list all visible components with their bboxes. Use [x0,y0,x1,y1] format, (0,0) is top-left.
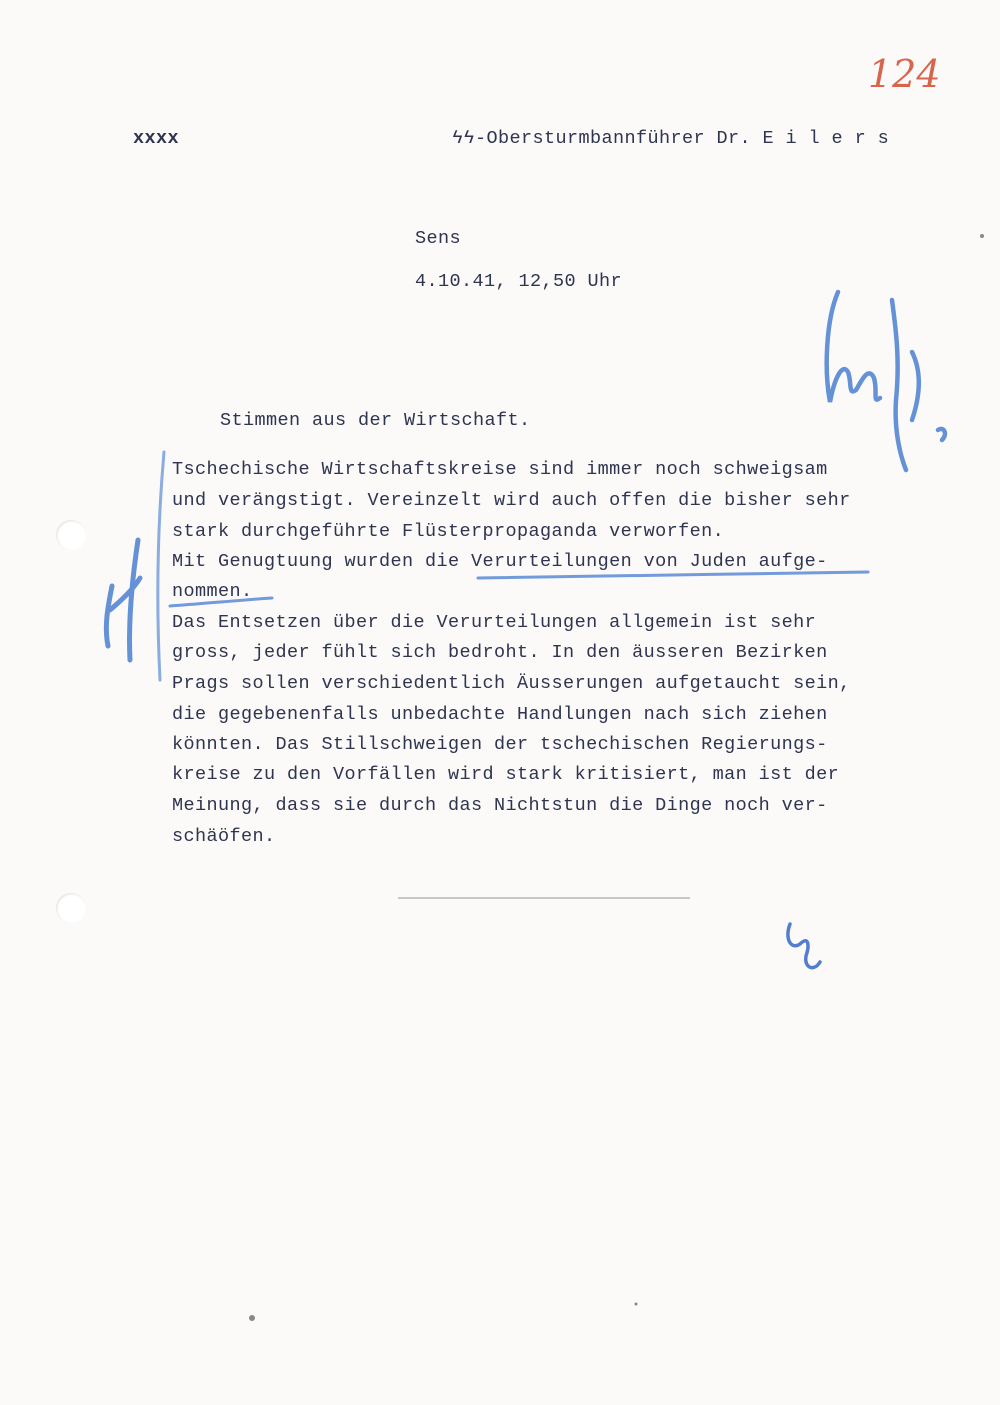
paper-speck [635,1303,638,1306]
body-line: schäöfen. [172,826,276,847]
margin-bracket-line [158,452,164,680]
body-line: Mit Genugtuung wurden die Verurteilungen von Juden aufge- [172,551,828,572]
body-line: stark durchgeführte Flüsterpropaganda verworfen. [172,521,725,542]
blue-paraph-mark [788,924,820,968]
body-line: die gegebenenfalls unbedachte Handlungen nach sich ziehen [172,704,828,725]
margin-handwritten-mark [106,540,140,660]
paper-speck [249,1315,255,1321]
report-heading: Stimmen aus der Wirtschaft. [220,410,531,431]
underline-nommen [170,598,272,606]
body-line: Tschechische Wirtschaftskreise sind immer noch schweigsam [172,459,828,480]
blue-initials-signature [827,292,945,470]
body-line: Prags sollen verschiedentlich Äusserungen aufgetaucht sein, [172,673,851,694]
body-line: und verängstigt. Vereinzelt wird auch offen die bisher sehr [172,490,851,511]
header-recipient: ϟϟ-Obersturmbannführer Dr. E i l e r s [452,128,890,149]
body-line: könnten. Das Stillschweigen der tschechischen Regierungs- [172,734,828,755]
body-line: Meinung, dass sie durch das Nichtstun die Dinge noch ver- [172,795,828,816]
archive-page-number: 124 [868,52,941,96]
body-line: Das Entsetzen über die Verurteilungen allgemein ist sehr [172,612,817,633]
body-line: gross, jeder fühlt sich bedroht. In den äusseren Bezirken [172,642,828,663]
place: Sens [415,228,462,249]
underline-verurteilungen [478,572,868,578]
body-line: nommen. [172,581,253,602]
body-line: kreise zu den Vorfällen wird stark kritisiert, man ist der [172,764,840,785]
date-time: 4.10.41, 12,50 Uhr [415,271,623,292]
paper-speck [980,234,984,238]
header-left-code: xxxx [133,128,180,149]
